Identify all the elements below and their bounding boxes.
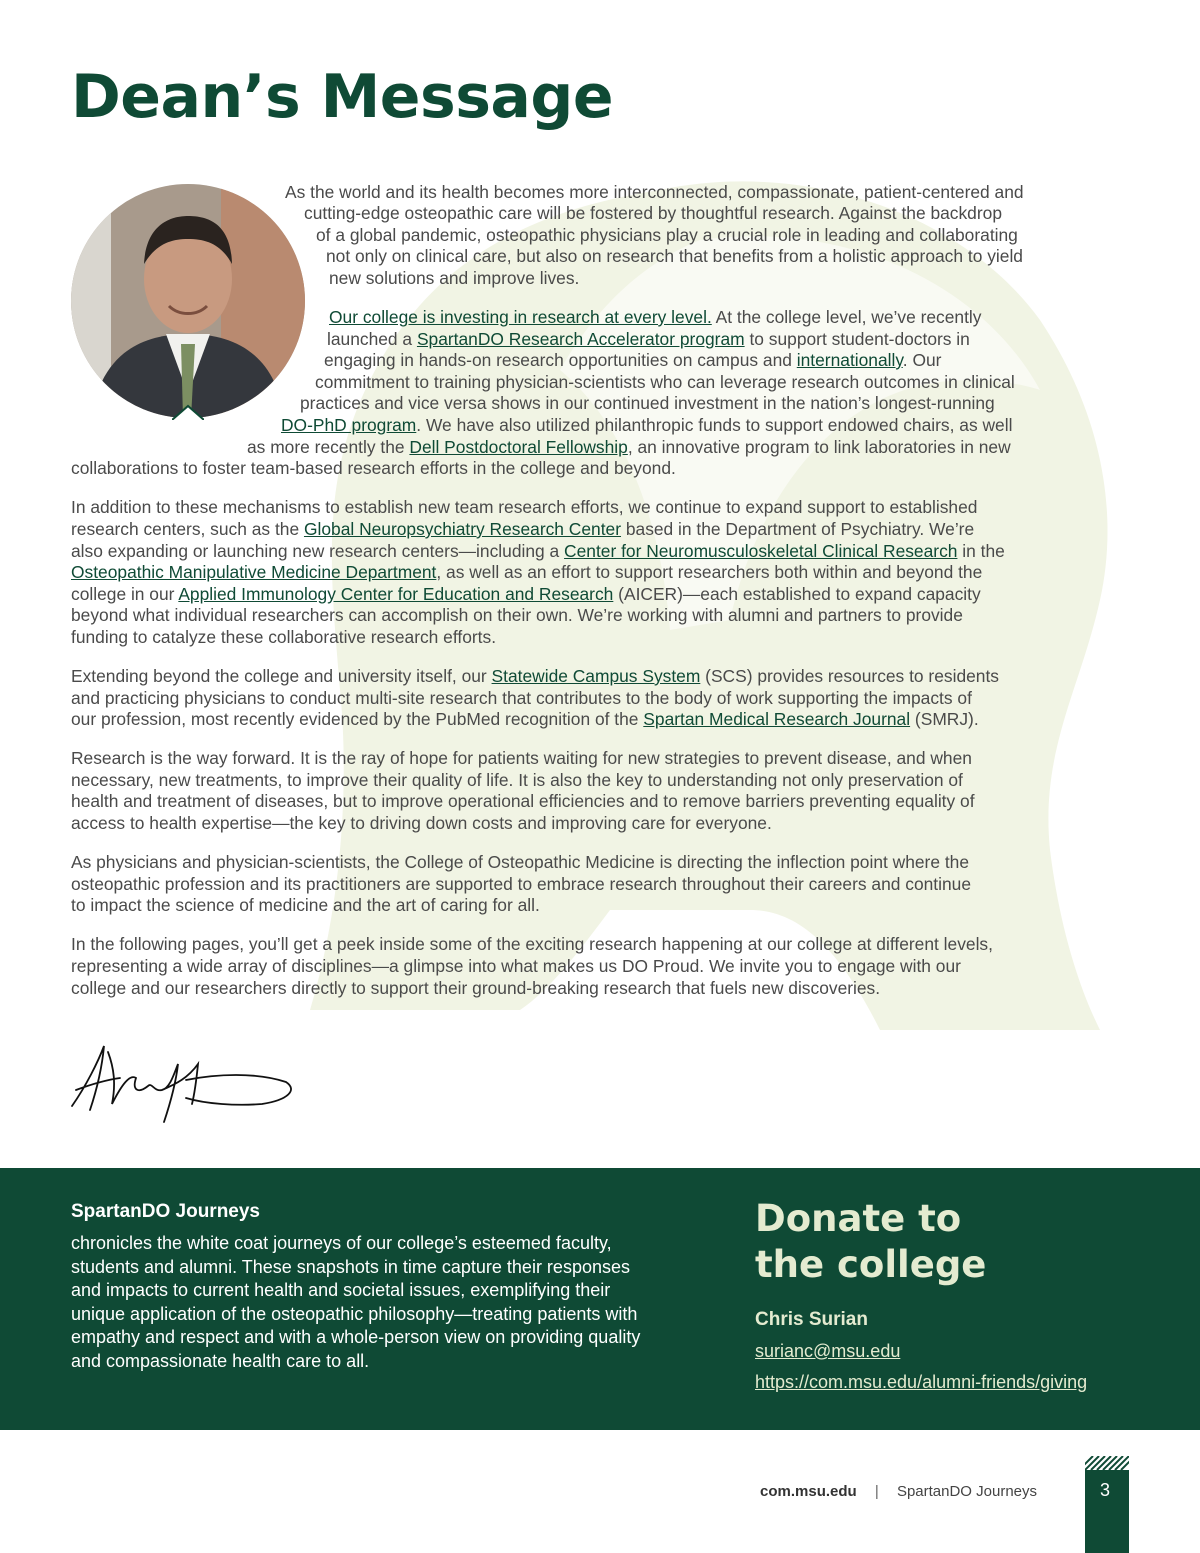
- page-number-tab: [1085, 1456, 1129, 1553]
- footer-band: [0, 1168, 1200, 1430]
- text-run: (SCS) provides resources to residents: [700, 666, 999, 686]
- text-line: [71, 791, 975, 813]
- text-line: [71, 519, 974, 541]
- journeys-title: SpartanDO Journeys: [71, 1201, 260, 1222]
- text-line: [71, 956, 961, 978]
- article-link[interactable]: Global Neuropsychiatry Research Center: [303, 519, 622, 539]
- article-link[interactable]: Applied Immunology Center for Education and Research: [178, 584, 614, 604]
- text-run: cutting-edge osteopathic care will be fostered by thoughtful research. Against the backdrop: [304, 203, 1002, 223]
- text-line: [327, 329, 970, 351]
- text-run: in the: [957, 541, 1005, 561]
- text-run: based in the Department of Psychiatry. We’re: [621, 519, 975, 539]
- text-line: [247, 437, 1011, 459]
- page-number: 3: [1099, 1480, 1110, 1500]
- article-link[interactable]: Osteopathic Manipulative Medicine Department: [71, 562, 437, 582]
- text-run: to support student-doctors in: [744, 329, 970, 349]
- text-line: [71, 605, 963, 627]
- donate-heading: [755, 1196, 1115, 1288]
- text-run: not only on clinical care, but also on research that benefits from a holistic approach to yield: [326, 246, 1023, 266]
- donate-heading-line-2: the college: [755, 1243, 987, 1286]
- text-run: practices and vice versa shows in our continued investment in the nation’s longest-running: [300, 393, 995, 413]
- dean-portrait: [71, 184, 305, 418]
- text-line: [71, 541, 1005, 563]
- text-run: , as well as an effort to support researchers both within and beyond the: [436, 562, 983, 582]
- text-line: [71, 895, 540, 917]
- text-line: [326, 246, 1023, 268]
- article-link[interactable]: Our college is investing in research at every level.: [329, 307, 712, 327]
- text-line: [281, 415, 1012, 437]
- text-line: [71, 748, 972, 770]
- contact-email-link[interactable]: surianc@msu.edu: [755, 1341, 901, 1361]
- hatch-pattern: [1085, 1456, 1129, 1470]
- text-line: [300, 393, 995, 415]
- giving-url-link[interactable]: https://com.msu.edu/alumni-friends/giving: [755, 1372, 1088, 1392]
- text-run: (AICER)—each established to expand capacity: [613, 584, 981, 604]
- text-line: [71, 709, 979, 731]
- footer-site: com.msu.edu: [760, 1483, 857, 1500]
- text-run: commitment to training physician-scientists who can leverage research outcomes in clinical: [315, 372, 1015, 392]
- footer-separator: |: [874, 1483, 879, 1500]
- text-line: [71, 770, 963, 792]
- text-run: representing a wide array of disciplines—a glimpse into what makes us DO Proud. We invite you to engage with our: [71, 956, 961, 976]
- dean-signature: [66, 1034, 301, 1129]
- text-run: Extending beyond the college and university itself, our: [71, 666, 492, 686]
- text-line: [316, 225, 1018, 247]
- text-line: [71, 874, 971, 896]
- text-run: . We have also utilized philanthropic funds to support endowed chairs, as well: [416, 415, 1013, 435]
- contact-name: Chris Surian: [755, 1309, 868, 1330]
- text-run: At the college level, we’ve recently: [711, 307, 982, 327]
- text-run: access to health expertise—the key to driving down costs and improving care for everyone.: [71, 813, 772, 833]
- text-run: As the world and its health becomes more interconnected, compassionate, patient-centered and: [285, 182, 1024, 202]
- article-link[interactable]: Spartan Medical Research Journal: [643, 709, 911, 729]
- text-line: [71, 934, 993, 956]
- text-run: osteopathic profession and its practitioners are supported to embrace research throughout their careers and continue: [71, 874, 972, 894]
- text-line: [71, 978, 880, 1000]
- text-run: Research is the way forward. It is the ray of hope for patients waiting for new strategies to prevent disease, and when: [71, 748, 972, 768]
- text-line: [329, 307, 981, 329]
- text-run: health and treatment of diseases, but to improve operational efficiencies and to remove barriers preventing equality of: [71, 791, 975, 811]
- article-link[interactable]: Center for Neuromusculoskeletal Clinical Research: [564, 541, 958, 561]
- text-run: college and our researchers directly to support their ground-breaking research that fuels new discoveries.: [71, 978, 881, 998]
- text-run: funding to catalyze these collaborative research efforts.: [71, 627, 497, 647]
- journeys-description: chronicles the white coat journeys of our college’s esteemed faculty, students and alumni. These snapshots in time capture their responses and impacts to current health and societal issues, exemplifying their unique application of the osteopathic philosophy—treating patients with empathy and respect and with a whole-person view on providing quality and compassionate health care to all.: [71, 1233, 641, 1371]
- text-run: necessary, new treatments, to improve their quality of life. It is also the key to understanding not only preservation of: [71, 770, 963, 790]
- text-line: [71, 852, 969, 874]
- text-run: our profession, most recently evidenced by the PubMed recognition of the: [71, 709, 644, 729]
- article-link[interactable]: internationally: [796, 350, 903, 370]
- text-line: [285, 182, 1024, 204]
- portrait-pointer: [172, 404, 204, 420]
- text-run: . Our: [902, 350, 942, 370]
- text-run: as more recently the: [247, 437, 410, 457]
- donate-heading-line-1: Donate to: [755, 1197, 962, 1240]
- text-line: [71, 627, 496, 649]
- text-run: also expanding or launching new research centers—including a: [71, 541, 565, 561]
- text-line: [71, 584, 981, 606]
- text-line: [304, 203, 1002, 225]
- article-link[interactable]: Statewide Campus System: [491, 666, 701, 686]
- article-link[interactable]: Dell Postdoctoral Fellowship: [409, 437, 628, 457]
- article-link[interactable]: DO-PhD program: [281, 415, 417, 435]
- footer-publication: SpartanDO Journeys: [896, 1483, 1038, 1500]
- text-line: [71, 562, 982, 584]
- text-line: [71, 497, 977, 519]
- text-run: to impact the science of medicine and the art of caring for all.: [71, 895, 540, 915]
- text-line: [329, 268, 579, 290]
- text-line: [71, 666, 999, 688]
- text-line: [71, 813, 772, 835]
- text-run: and practicing physicians to conduct multi-site research that contributes to the body of work supporting the impacts of: [71, 688, 972, 708]
- text-run: research centers, such as the: [71, 519, 304, 539]
- text-line: [71, 458, 676, 480]
- text-run: college in our: [71, 584, 179, 604]
- text-run: launched a: [327, 329, 417, 349]
- text-line: [315, 372, 1015, 394]
- text-run: , an innovative program to link laboratories in new: [627, 437, 1011, 457]
- text-run: As physicians and physician-scientists, the College of Osteopathic Medicine is directing the inflection point where the: [71, 852, 970, 872]
- text-run: engaging in hands-on research opportunities on campus and: [324, 350, 797, 370]
- article-link[interactable]: SpartanDO Research Accelerator program: [416, 329, 745, 349]
- text-run: of a global pandemic, osteopathic physicians play a crucial role in leading and collaborating: [316, 225, 1018, 245]
- text-run: In the following pages, you’ll get a peek inside some of the exciting research happening at our college at different levels,: [71, 934, 993, 954]
- text-run: (SMRJ).: [910, 709, 979, 729]
- text-run: In addition to these mechanisms to establish new team research efforts, we continue to expand support to established: [71, 497, 978, 517]
- text-run: collaborations to foster team-based research efforts in the college and beyond.: [71, 458, 676, 478]
- page-title: Dean’s Message: [71, 62, 614, 132]
- text-line: [324, 350, 941, 372]
- text-line: [71, 688, 972, 710]
- text-run: beyond what individual researchers can accomplish on their own. We’re working with alumni and partners to provide: [71, 605, 963, 625]
- page-footer: [760, 1483, 1037, 1500]
- text-run: new solutions and improve lives.: [329, 268, 580, 288]
